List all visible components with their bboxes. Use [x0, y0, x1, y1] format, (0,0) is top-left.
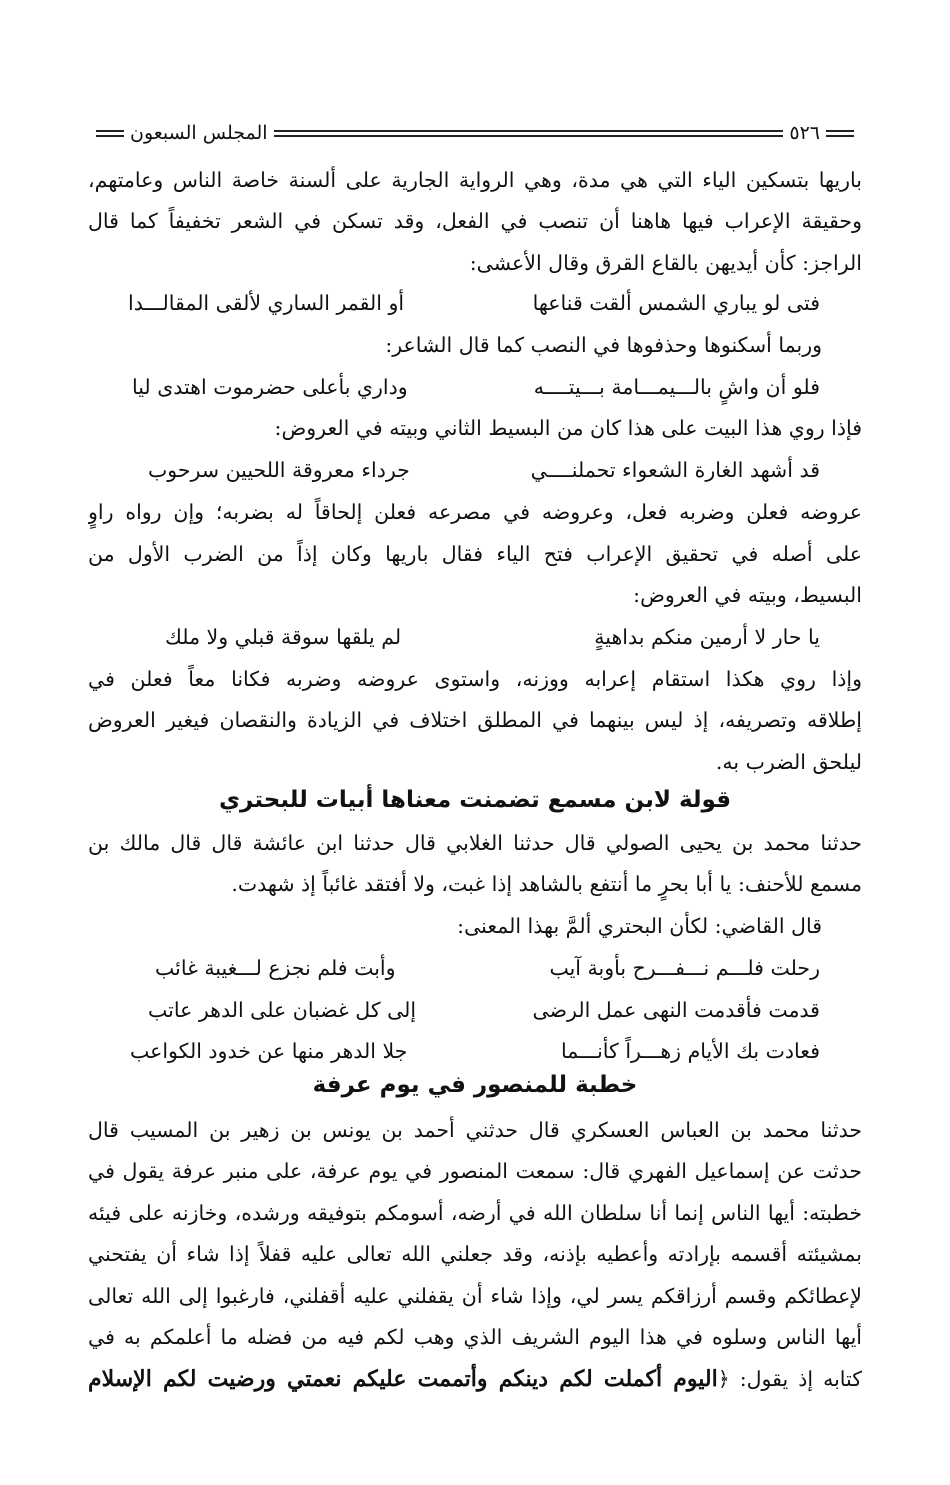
text-line: الراجز: كأن أيديهن بالقاع القرق وقال الأعشى:: [469, 251, 862, 275]
text-line: البسيط، وبيته في العروض:: [633, 583, 862, 607]
verse-hemistich: وأبت فلم نجزع لـــغيبة غائب: [155, 956, 396, 980]
text-line: حدثت عن إسماعيل الفهري قال: سمعت المنصور في يوم عرفة، على منبر عرفة يقول في: [88, 1159, 862, 1183]
verse-hemistich: جلا الدهر منها عن خدود الكواعب: [130, 1039, 408, 1063]
section-heading: خطبة للمنصور في يوم عرفة: [312, 1072, 638, 1098]
text-line: بمشيئته أقسمه بإرادته وأعطيه بإذنه، وقد جعلني الله تعالى عليه قفلاً إذا شاء أن يفتحني: [88, 1242, 862, 1266]
text-line: وحقيقة الإعراب فيها هاهنا أن تنصب في الفعل، وقد تسكن في الشعر تخفيفاً كما قال: [88, 209, 862, 233]
verse-hemistich: أو القمر الساري لألقى المقالـــدا: [128, 291, 405, 315]
verse-hemistich: وداري بأعلى حضرموت اهتدى ليا: [132, 375, 408, 399]
verse-hemistich: قد أشهد الغارة الشعواء تحملنــــي: [530, 458, 820, 482]
verse-hemistich: فتى لو يباري الشمس ألقت قناعها: [532, 291, 820, 315]
text-line: خطبته: أيها الناس إنما أنا سلطان الله في أرضه، أسومكم بتوفيقه ورشده، وخازنه على فيئه: [88, 1201, 862, 1225]
section-heading: قولة لابن مسمع تضمنت معناها أبيات للبحتري: [218, 787, 732, 813]
verse-hemistich: فعادت بك الأيام زهـــراً كأنـــما: [560, 1039, 820, 1063]
verse-hemistich: إلى كل غضبان على الدهر عاتب: [148, 998, 417, 1022]
header-rule-left: [96, 130, 124, 137]
text-line: فإذا روي هذا البيت على هذا كان من البسيط الثاني وبيته في العروض:: [274, 416, 862, 440]
text-line: وربما أسكنوها وحذفوها في النصب كما قال الشاعر:: [385, 333, 822, 357]
text-line: أيها الناس وسلوه في هذا اليوم الشريف الذي وهب لكم فيه من فضله ما أعلمكم به في: [88, 1325, 862, 1349]
page-header: [90, 122, 860, 144]
quote-intro: كتابه إذ يقول: ﴿: [717, 1367, 862, 1391]
header-rule-right: [826, 130, 854, 137]
header-rule-middle: [274, 130, 784, 137]
verse-hemistich: قدمت فأقدمت النهى عمل الرضى: [532, 998, 820, 1022]
text-line: عروضه فعلن وضربه فعل، وعروضه في مصرعه فعلن إلحاقاً له بضربه؛ وإن رواه راوٍ: [88, 500, 862, 524]
text-line: باريها بتسكين الياء التي هي مدة، وهي الرواية الجارية على ألسنة خاصة الناس وعامتهم،: [88, 168, 862, 192]
verse-hemistich: لم يلقها سوقة قبلي ولا ملك: [165, 625, 402, 649]
quran-quote: اليوم أكملت لكم دينكم وأتممت عليكم نعمتي ورضيت لكم الإسلام: [88, 1366, 718, 1392]
text-line: قال القاضي: لكأن البحتري ألمَّ بهذا المعنى:: [457, 914, 822, 938]
text-line: حدثنا محمد بن العباس العسكري قال حدثني أحمد بن يونس بن زهير بن المسيب قال: [88, 1118, 862, 1142]
verse-hemistich: يا حار لا أرمين منكم بداهيةٍ: [594, 625, 820, 649]
verse-hemistich: فلو أن واشٍ بالـــيمـــامة بـــيتــــه: [533, 375, 820, 399]
page-number: ٥٢٦: [789, 122, 820, 144]
text-line: وإذا روي هكذا استقام إعرابه ووزنه، واستوى عروضه وضربه فكانا معاً فعلن في: [88, 667, 862, 691]
text-line: حدثنا محمد بن يحيى الصولي قال حدثنا الغلابي قال حدثنا ابن عائشة قال قال مالك بن: [88, 831, 862, 855]
text-line: مسمع للأحنف: يا أبا بحرٍ ما أنتفع بالشاهد إذا غبت، ولا أفتقد غائباً إذ شهدت.: [231, 872, 862, 896]
verse-hemistich: رحلت فلـــم نـــفـــرح بأوبة آيب: [549, 956, 820, 980]
verse-hemistich: جرداء معروقة اللحيين سرحوب: [148, 458, 410, 482]
text-line: ليلحق الضرب به.: [715, 750, 862, 774]
text-line: إطلاقه وتصريفه، إذ ليس بينهما في المطلق اختلاف في الزيادة والنقصان فيغير العروض: [88, 708, 862, 732]
text-line: لإعطائكم وقسم أرزاقكم يسر لي، وإذا شاء أن يقفلني عليه أقفلني، فارغبوا إلى الله تعالى: [88, 1284, 862, 1308]
running-title: المجلس السبعون: [130, 122, 268, 144]
text-line: [88, 1359, 862, 1399]
text-line: على أصله في تحقيق الإعراب فتح الياء فقال باريها وكان إذاً من الضرب الأول من: [88, 542, 862, 566]
